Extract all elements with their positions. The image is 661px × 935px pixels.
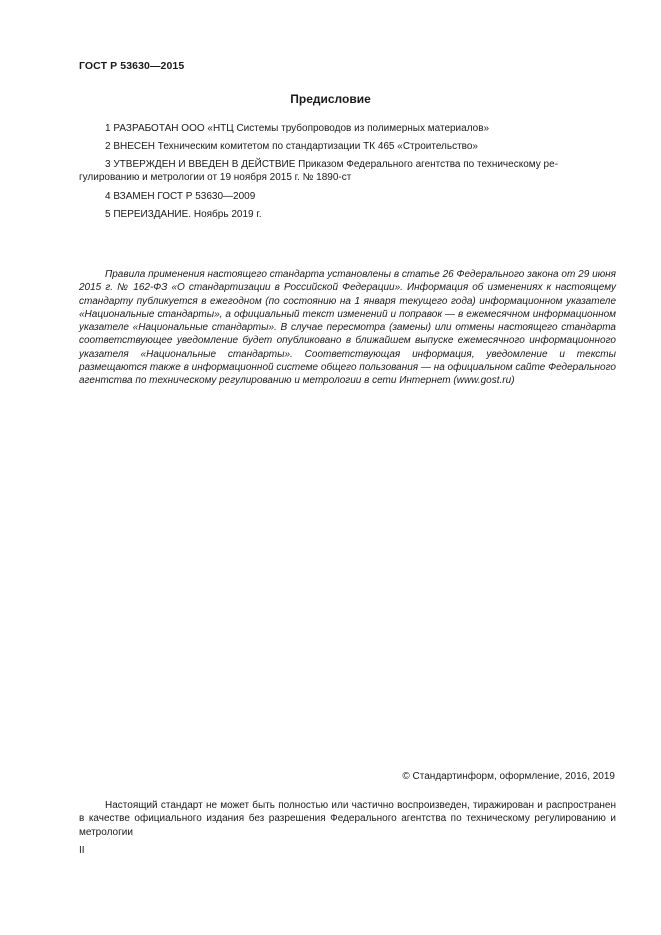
page-number: II <box>79 845 85 856</box>
foreword-item-text: 2 ВНЕСЕН Техническим комитетом по стандартизации ТК 465 «Строительство» <box>105 141 478 152</box>
foreword-item-1 <box>79 122 616 135</box>
foreword-item-text: 5 ПЕРЕИЗДАНИЕ. Ноябрь 2019 г. <box>105 209 262 220</box>
foreword-item-text: 4 ВЗАМЕН ГОСТ Р 53630—2009 <box>105 191 256 202</box>
foreword-item-2 <box>79 140 616 153</box>
foreword-item-text: 3 УТВЕРЖДЕН И ВВЕДЕН В ДЕЙСТВИЕ Приказом Федерального агентства по техническому ре- <box>105 159 558 170</box>
foreword-item-4 <box>79 190 616 203</box>
foreword-item-5 <box>79 208 616 221</box>
document-code: ГОСТ Р 53630—2015 <box>79 60 185 72</box>
standard-application-notice: Правила применения настоящего стандарта установлены в статье 26 Федерального закона от 29 июня 2015 г. № 162-ФЗ «О стандартизации в Российской Федерации». Информация об изменениях к настоящему стандарту публикуется в ежегодном (по состоянию на 1 января текущего года) информационном указателе «Национальные стандарты», а официальный текст изменений и поправок — в ежемесячном информационном указателе «Национальные стандарты». В случае пересмотра (замены) или отмены настоящего стандарта соответствующее уведомление будет опубликовано в ближайшем выпуске ежемесячного информационного указателя «Национальные стандарты». Соответствующая информация, уведомление и тексты размещаются также в информационной системе общего пользования — на официальном сайте Федерального агентства по техническому регулированию и метрологии в сети Интернет (www.gost.ru) <box>79 269 616 387</box>
copyright-line: © Стандартинформ, оформление, 2016, 2019 <box>402 771 615 782</box>
page-title: Предисловие <box>290 92 371 106</box>
foreword-item-text-continued: гулированию и метрологии от 19 ноября 2015 г. № 1890-ст <box>79 172 352 183</box>
reproduction-notice: Настоящий стандарт не может быть полностью или частично воспроизведен, тиражирован и распространен в качестве официального издания без разрешения Федерального агентства по техническому регулированию и метрологии <box>79 800 616 838</box>
foreword-item-3 <box>79 158 616 184</box>
foreword-item-text: 1 РАЗРАБОТАН ООО «НТЦ Системы трубопроводов из полимерных материалов» <box>105 123 490 134</box>
